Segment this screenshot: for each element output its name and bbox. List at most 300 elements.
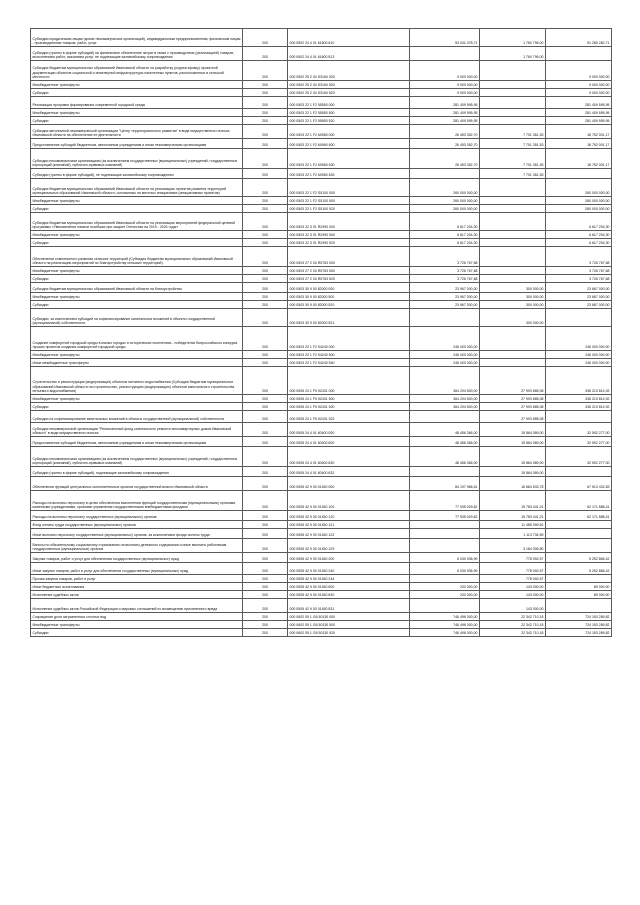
row-executed-amount: 22 342 710,18 [480,629,546,637]
row-admin-code: 200 [243,47,288,61]
table-row [31,309,612,327]
row-approved-amount: 246 000 000,00 [410,327,480,351]
row-admin-code: 200 [243,591,288,599]
row-name: Субсидии на софинансирование капитальных вложений в объекты государственной (муниципальной) собственности [31,411,243,423]
table-row [31,247,612,267]
row-executed-amount: 1 760 796,00 [480,29,546,47]
table-row [31,109,612,117]
row-approved-amount: 364 204 500,00 [410,403,480,411]
row-approved-amount: 77 935 029,62 [410,491,480,511]
table-row [31,613,612,621]
row-name: Субсидия некоммерческой организации "Региональный фонд капитального ремонта многоквартирных домов Ивановской области" в виде имущественного взноса [31,423,243,437]
row-executed-amount: 7 701 351,53 [480,125,546,139]
row-budget-code: 000 0503 27 2 03 R5763 500 [288,267,410,275]
row-unexecuted-amount: 724 153 289,82 [546,629,612,637]
table-row [31,89,612,97]
row-unexecuted-amount: 246 000 000,00 [546,327,612,351]
row-admin-code: 200 [243,359,288,367]
row-executed-amount: 7 701 351,53 [480,149,546,169]
row-unexecuted-amount: 18 752 001,17 [546,139,612,149]
row-approved-amount: 746 496 000,00 [410,613,480,621]
row-name: Субсидии, за исключением субсидий на софинансирование капитальных вложений в объекты государственной (муниципальной) собственности [31,309,243,327]
row-admin-code: 200 [243,613,288,621]
row-approved-amount: 281 409 595,95 [410,117,480,125]
table-row [31,511,612,521]
row-admin-code: 200 [243,477,288,491]
row-budget-code: 000 0503 27 2 03 R5763 520 [288,275,410,283]
row-approved-amount: 23 967 000,00 [410,283,480,293]
row-budget-code: 000 0503 22 1 F2 54240 540 [288,359,410,367]
row-name: Субсидия бюджетам муниципальных образований Ивановской области на реализацию проектов развития территорий муниципальных образований Ивановской области, основанных на местных инициативах (инициативных проектов) [31,179,243,197]
row-name: Субсидии некоммерческим организациям (за исключением государственных (муниципальных) учреждений, государственных корпораций (компаний), публично-правовых компаний) [31,149,243,169]
row-budget-code: 000 0503 27 2 03 R5763 000 [288,247,410,267]
row-executed-amount: 300 000,00 [480,301,546,309]
row-budget-code: 000 0505 42 9 00 01450 100 [288,491,410,511]
row-admin-code: 200 [243,239,288,247]
row-unexecuted-amount [546,521,612,529]
row-approved-amount: 48 456 366,00 [410,447,480,467]
row-unexecuted-amount: 281 409 595,95 [546,117,612,125]
row-unexecuted-amount: 246 000 000,00 [546,359,612,367]
row-budget-code: 000 0505 42 9 00 01450 121 [288,521,410,529]
row-budget-code: 000 0503 22 1 F2 55550 000 [288,97,410,109]
row-admin-code: 200 [243,629,288,637]
row-budget-code: 000 0503 30 9 00 82000 521 [288,309,410,327]
row-budget-code: 000 0503 22 1 F2 60960 600 [288,139,410,149]
row-budget-code: 000 0503 22 1 F2 60960 630 [288,149,410,169]
row-name: Иные межбюджетные трансферты [31,359,243,367]
row-admin-code: 200 [243,205,288,213]
row-name: Обеспечение функций центральных исполнительных органов государственной власти Ивановской области [31,477,243,491]
row-executed-amount: 1 760 796,00 [480,47,546,61]
row-budget-code: 000 0505 24 1 F5 52431 000 [288,367,410,395]
row-approved-amount: 232 000,00 [410,583,480,591]
row-budget-code: 000 0502 25 2 04 S3160 520 [288,89,410,97]
row-approved-amount [410,599,480,613]
row-approved-amount [410,575,480,583]
row-name: Обеспечение комплексного развития сельских территорий (Субсидия бюджетам муниципальных образований Ивановской области на реализацию мероприятий по благоустройству сельских территорий) [31,247,243,267]
row-budget-code: 000 0502 24 4 01 61600 810 [288,29,410,47]
table-row [31,351,612,359]
row-admin-code: 200 [243,117,288,125]
row-budget-code: 000 0505 42 9 00 01450 830 [288,591,410,599]
row-admin-code: 200 [243,97,288,109]
row-unexecuted-amount: 23 667 000,00 [546,293,612,301]
table-row [31,447,612,467]
budget-expenditure-table [30,28,612,637]
row-admin-code: 200 [243,179,288,197]
row-budget-code: 000 0502 25 2 04 S3160 000 [288,61,410,81]
table-row [31,423,612,437]
row-budget-code: 000 0505 24 1 F5 52431 520 [288,403,410,411]
row-name: Субсидии [31,301,243,309]
table-row [31,583,612,591]
row-approved-amount [410,47,480,61]
row-approved-amount: 3 726 767,68 [410,247,480,267]
row-admin-code: 200 [243,275,288,283]
row-admin-code: 200 [243,139,288,149]
row-budget-code: 000 0505 42 9 00 01450 120 [288,511,410,521]
row-name: Субсидии [31,629,243,637]
row-name: Субсидии [31,205,243,213]
row-name: Иные бюджетные ассигнования [31,583,243,591]
row-unexecuted-amount: 6 617 204,30 [546,239,612,247]
row-admin-code: 200 [243,301,288,309]
row-budget-code: 000 0502 24 4 01 61600 813 [288,47,410,61]
row-admin-code: 200 [243,599,288,613]
row-name: Исполнение судебных актов Российской Федерации и мировых соглашений по возмещению причиненного вреда [31,599,243,613]
row-executed-amount: 15 864 089,00 [480,447,546,467]
row-unexecuted-amount: 260 000 000,00 [546,197,612,205]
row-approved-amount [410,529,480,539]
row-unexecuted-amount: 62 171 588,41 [546,511,612,521]
row-name: Субсидии [31,239,243,247]
row-unexecuted-amount [546,309,612,327]
row-executed-amount: 16 684 533,78 [480,477,546,491]
row-unexecuted-amount: 724 153 289,82 [546,621,612,629]
row-admin-code: 200 [243,521,288,529]
row-name: Субсидии [31,403,243,411]
row-admin-code: 200 [243,529,288,539]
row-approved-amount: 260 000 000,00 [410,179,480,197]
row-executed-amount: 27 993 685,08 [480,367,546,395]
row-unexecuted-amount: 3 726 767,68 [546,275,612,283]
row-admin-code: 200 [243,583,288,591]
table-row [31,491,612,511]
row-name: Субсидии некоммерческим организациям (за исключением государственных (муниципальных) учреждений, государственных корпораций (компаний), публично-правовых компаний) [31,447,243,467]
row-unexecuted-amount: 336 210 814,92 [546,403,612,411]
row-executed-amount: 22 342 710,18 [480,621,546,629]
row-executed-amount: 11 485 399,52 [480,521,546,529]
row-admin-code: 200 [243,491,288,511]
table-row [31,197,612,205]
row-admin-code: 200 [243,511,288,521]
table-row [31,47,612,61]
row-executed-amount [480,109,546,117]
row-budget-code: 000 0505 42 9 00 01450 831 [288,599,410,613]
row-admin-code: 200 [243,81,288,89]
row-executed-amount [480,117,546,125]
row-admin-code: 200 [243,169,288,179]
row-executed-amount [480,89,546,97]
row-name: Субсидии (гранты в форме субсидий), подлежащие казначейскому сопровождению [31,467,243,477]
row-budget-code: 000 0503 30 9 00 82000 520 [288,301,410,309]
row-budget-code: 000 0505 24 1 F5 52431 500 [288,395,410,403]
row-executed-amount [480,231,546,239]
row-executed-amount: 15 864 089,00 [480,467,546,477]
row-name: Межбюджетные трансферты [31,293,243,301]
row-unexecuted-amount: 62 171 588,41 [546,491,612,511]
row-approved-amount: 6 030 936,99 [410,553,480,563]
row-approved-amount: 23 967 000,00 [410,301,480,309]
row-name: Межбюджетные трансферты [31,81,243,89]
row-name: Предоставление субсидий бюджетным, автономным учреждениям и иным некоммерческим организациям [31,139,243,149]
row-budget-code: 000 0503 22 1 F2 55550 500 [288,109,410,117]
row-executed-amount [480,81,546,89]
row-name: Взносы по обязательному социальному страхованию на выплаты денежного содержания и иные выплаты работникам государственных (муниципальных) органов [31,539,243,553]
row-name: Создание комфортной городской среды в малых городах и исторических поселениях - победителях Всероссийского конкурса лучших проектов создания комфортной городской среды [31,327,243,351]
row-unexecuted-amount [546,411,612,423]
row-executed-amount: 27 993 685,08 [480,395,546,403]
row-executed-amount [480,359,546,367]
table-row [31,213,612,231]
row-approved-amount: 26 453 352,70 [410,149,480,169]
row-unexecuted-amount: 32 592 277,00 [546,423,612,437]
row-approved-amount: 260 000 000,00 [410,205,480,213]
row-unexecuted-amount: 246 000 000,00 [546,351,612,359]
table-row [31,539,612,553]
row-name: Иные выплаты персоналу государственных (муниципальных) органов, за исключением фонда оплаты труда [31,529,243,539]
row-name: Межбюджетные трансферты [31,109,243,117]
row-executed-amount: 778 092,57 [480,575,546,583]
row-unexecuted-amount: 336 210 814,92 [546,367,612,395]
row-budget-code: 000 0505 24 4 01 60400 600 [288,437,410,447]
row-name: Субсидия бюджетам муниципальных образований Ивановской области на разработку (корректировку) проектной документации объектов социальной и инженерной инфраструктуры населенных пунктов, расположенных в сельской местности [31,61,243,81]
row-approved-amount: 84 197 966,61 [410,477,480,491]
row-executed-amount: 15 864 089,00 [480,423,546,437]
table-row [31,437,612,447]
row-executed-amount [480,239,546,247]
row-budget-code: 000 0602 05 1 G6 50130 000 [288,613,410,621]
row-executed-amount [480,61,546,81]
row-approved-amount: 9 000 000,00 [410,89,480,97]
row-approved-amount: 3 726 767,68 [410,275,480,283]
row-budget-code: 000 0503 22 1 F2 60960 000 [288,125,410,139]
row-approved-amount: 232 000,00 [410,591,480,599]
row-name: Субсидия автономной некоммерческой организации "Центр территориального развития" в виде имущественного взноса Ивановской области на обеспечение ее деятельности [31,125,243,139]
table-row [31,477,612,491]
row-admin-code: 200 [243,125,288,139]
row-admin-code: 200 [243,327,288,351]
table-row [31,149,612,169]
row-name: Межбюджетные трансферты [31,267,243,275]
row-budget-code: 000 0503 30 9 00 82000 500 [288,293,410,301]
table-row [31,403,612,411]
row-admin-code: 200 [243,29,288,47]
row-name: Субсидия бюджетам муниципальных образований Ивановской области на реализацию мероприятий федеральной целевой программы «Увековечение памяти погибших при защите Отечества на 2019 - 2024 годы» [31,213,243,231]
row-unexecuted-amount [546,169,612,179]
table-row [31,179,612,197]
row-unexecuted-amount: 5 252 866,42 [546,553,612,563]
row-budget-code: 000 0503 22 1 F2 55550 520 [288,117,410,125]
row-approved-amount: 6 617 204,30 [410,231,480,239]
row-approved-amount [410,169,480,179]
row-name: Субсидии [31,117,243,125]
row-approved-amount: 26 453 352,70 [410,125,480,139]
row-name: Субсидии (гранты в форме субсидий) на финансовое обеспечение затрат в связи с производством (реализацией) товаров, выполнением работ, оказанием услуг, не подлежащие казначейскому сопровождению [31,47,243,61]
row-executed-amount: 7 701 351,53 [480,139,546,149]
row-name: Прочая закупка товаров, работ и услуг [31,575,243,583]
row-executed-amount: 778 092,57 [480,563,546,575]
table-row [31,629,612,637]
row-admin-code: 200 [243,563,288,575]
row-name: Межбюджетные трансферты [31,351,243,359]
row-unexecuted-amount: 5 252 866,42 [546,563,612,575]
row-executed-amount: 3 184 306,80 [480,539,546,553]
row-executed-amount: 15 783 441,21 [480,511,546,521]
row-name: Сокращение доли загрязненных сточных вод [31,613,243,621]
table-row [31,591,612,599]
row-unexecuted-amount: 32 592 277,00 [546,437,612,447]
row-approved-amount: 53 041 078,71 [410,29,480,47]
row-admin-code: 200 [243,309,288,327]
row-name: Расходы на выплаты персоналу в целях обеспечения выполнения функций государственными (муниципальными) органами, казенными учреждениями, органами управления государственными внебюджетными фондами [31,491,243,511]
row-name: Субсидии [31,275,243,283]
row-unexecuted-amount: 6 617 204,30 [546,213,612,231]
row-name: Исполнение судебных актов [31,591,243,599]
table-row [31,327,612,351]
row-approved-amount: 746 496 000,00 [410,621,480,629]
table-row [31,61,612,81]
row-budget-code: 000 0602 05 1 G6 50130 520 [288,629,410,637]
table-row [31,117,612,125]
row-admin-code: 200 [243,395,288,403]
row-unexecuted-amount: 89 000,00 [546,583,612,591]
row-name: Субсидии (гранты в форме субсидий), не подлежащие казначейскому сопровождению [31,169,243,179]
row-unexecuted-amount: 281 409 595,95 [546,97,612,109]
row-unexecuted-amount [546,599,612,613]
row-unexecuted-amount: 6 617 204,30 [546,231,612,239]
row-executed-amount [480,205,546,213]
row-unexecuted-amount: 89 000,00 [546,591,612,599]
row-executed-amount: 1 113 734,59 [480,529,546,539]
row-approved-amount: 281 409 595,95 [410,109,480,117]
row-approved-amount: 246 000 000,00 [410,359,480,367]
row-approved-amount: 281 409 595,95 [410,97,480,109]
row-unexecuted-amount [546,539,612,553]
row-admin-code: 200 [243,411,288,423]
row-executed-amount [480,197,546,205]
row-executed-amount: 300 000,00 [480,283,546,293]
row-budget-code: 000 0505 24 4 01 60400 632 [288,467,410,477]
row-approved-amount: 246 000 000,00 [410,351,480,359]
row-budget-code: 000 0505 42 9 00 01450 200 [288,553,410,563]
row-unexecuted-amount: 9 000 000,00 [546,89,612,97]
table-row [31,97,612,109]
row-approved-amount: 9 000 000,00 [410,81,480,89]
row-admin-code: 200 [243,437,288,447]
row-admin-code: 200 [243,149,288,169]
row-budget-code: 000 0505 24 4 01 60400 000 [288,423,410,437]
row-executed-amount: 27 993 685,08 [480,411,546,423]
row-admin-code: 200 [243,621,288,629]
table-body [31,29,612,637]
row-admin-code: 200 [243,197,288,205]
row-approved-amount: 260 000 000,00 [410,197,480,205]
row-name: Строительство и реконструкция (модернизация) объектов питьевого водоснабжения (Субсидия бюджетам муниципальных образований Ивановской области на строительство, реконструкцию (модернизацию) объектов капитального строительства питьевого водоснабжения) [31,367,243,395]
row-executed-amount: 7 701 351,53 [480,169,546,179]
row-admin-code: 200 [243,539,288,553]
table-row [31,621,612,629]
row-unexecuted-amount: 9 000 000,00 [546,61,612,81]
row-approved-amount [410,467,480,477]
table-row [31,231,612,239]
row-budget-code: 000 0505 42 9 00 01450 122 [288,529,410,539]
row-unexecuted-amount: 9 000 000,00 [546,81,612,89]
row-unexecuted-amount [546,467,612,477]
row-approved-amount: 364 204 500,00 [410,395,480,403]
row-executed-amount [480,247,546,267]
row-executed-amount: 27 993 685,08 [480,403,546,411]
row-approved-amount: 23 967 000,00 [410,293,480,301]
row-name: Закупка товаров, работ и услуг для обеспечения государственных (муниципальных) нужд [31,553,243,563]
row-unexecuted-amount: 3 726 767,68 [546,267,612,275]
table-row [31,169,612,179]
table-row [31,553,612,563]
row-budget-code: 000 0505 42 9 00 01450 244 [288,575,410,583]
table-row [31,529,612,539]
row-budget-code: 000 0503 30 9 00 82000 000 [288,283,410,293]
row-unexecuted-amount: 336 210 814,92 [546,395,612,403]
row-budget-code: 000 0505 42 9 00 01450 000 [288,477,410,491]
row-executed-amount: 143 000,00 [480,591,546,599]
row-admin-code: 200 [243,247,288,267]
row-admin-code: 200 [243,447,288,467]
table-row [31,29,612,47]
row-budget-code: 000 0503 22 1 F2 54240 000 [288,327,410,351]
row-budget-code: 000 0503 22 1 F2 S5100 500 [288,197,410,205]
table-row [31,283,612,293]
row-approved-amount: 6 617 204,30 [410,239,480,247]
table-row [31,275,612,283]
row-executed-amount [480,275,546,283]
row-approved-amount: 746 496 000,00 [410,629,480,637]
row-name: Расходы на выплаты персоналу государственных (муниципальных) органов [31,511,243,521]
row-approved-amount: 3 726 767,68 [410,267,480,275]
row-name: Межбюджетные трансферты [31,395,243,403]
row-budget-code: 000 0502 25 2 04 S3160 500 [288,81,410,89]
row-unexecuted-amount [546,575,612,583]
row-admin-code: 200 [243,293,288,301]
row-admin-code: 200 [243,367,288,395]
row-budget-code: 000 0503 22 1 F2 54240 500 [288,351,410,359]
row-executed-amount: 143 000,00 [480,599,546,613]
row-unexecuted-amount [546,47,612,61]
row-approved-amount: 26 453 352,70 [410,139,480,149]
row-admin-code: 200 [243,423,288,437]
row-budget-code: 000 0602 05 1 G6 50130 500 [288,621,410,629]
table-row [31,521,612,529]
row-approved-amount: 6 617 204,30 [410,213,480,231]
row-admin-code: 200 [243,89,288,97]
row-unexecuted-amount [546,529,612,539]
table-row [31,81,612,89]
row-executed-amount: 300 000,00 [480,309,546,327]
row-approved-amount [410,411,480,423]
table-row [31,139,612,149]
row-unexecuted-amount: 260 000 000,00 [546,205,612,213]
row-approved-amount: 6 030 936,99 [410,563,480,575]
table-row [31,125,612,139]
table-row [31,239,612,247]
row-executed-amount: 143 000,00 [480,583,546,591]
row-budget-code: 000 0505 24 1 F5 52431 522 [288,411,410,423]
row-approved-amount: 364 204 500,00 [410,367,480,395]
row-unexecuted-amount: 67 513 432,83 [546,477,612,491]
row-unexecuted-amount: 18 752 001,17 [546,149,612,169]
table-row [31,367,612,395]
row-executed-amount [480,213,546,231]
row-executed-amount [480,179,546,197]
table-row [31,293,612,301]
row-name: Субсидия бюджетам муниципальных образований Ивановской области на благоустройство [31,283,243,293]
row-budget-code: 000 0503 22 3 01 R2990 500 [288,231,410,239]
row-admin-code: 200 [243,553,288,563]
row-executed-amount [480,267,546,275]
row-admin-code: 200 [243,231,288,239]
row-unexecuted-amount: 32 592 277,00 [546,447,612,467]
table-row [31,301,612,309]
